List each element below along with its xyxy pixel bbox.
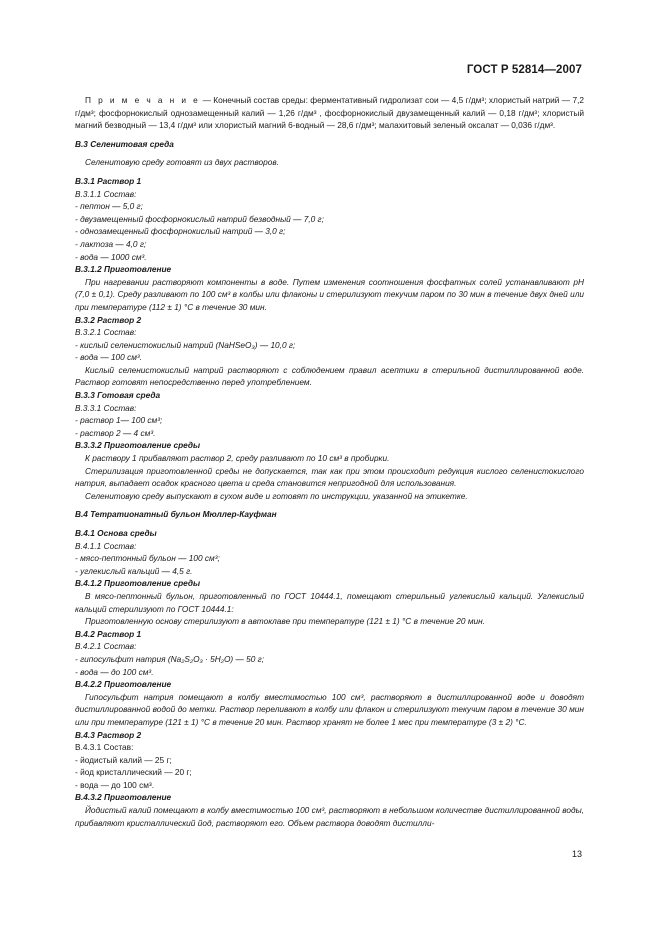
note-label: П р и м е ч а н и е [85,95,201,105]
section-heading: В.4.3.2 Приготовление [75,792,172,803]
text-line: - углекислый кальций — 4,5 г. [75,565,193,576]
text-line: - йод кристаллический — 20 г; [75,767,192,778]
text-line: Приготовленную основу стерилизуют в автоклаве при температуре (121 ± 1) °С в течение 20 мин. [85,616,486,627]
section-heading: В.3 Селенитовая среда [75,138,174,149]
text-line: В мясо-пептонный бульон, приготовленный по ГОСТ 10444.1, помещают стерильный углекислый кальций. Углекислый кальций стерилизуют по ГОСТ 10444.1: [75,590,584,614]
section-heading: В.4.1.2 Приготовление среды [75,578,201,589]
text-line: - вода — 1000 см³. [75,251,147,262]
text-line: - вода — до 100 см³. [75,779,155,790]
section-heading: В.4.2 Раствор 1 [75,628,142,639]
text-line: Гипосульфит натрия помещают в колбу вместимостью 100 см³, растворяют в дистиллированной воде и доводят дистиллированной водой до метки. Раствор переливают в колбу или флакон и стерилизуют текучим паром в течение 30 мин или при температуре (121 ± 1) °С в течение 20 мин. Раствор хранят не более 1 мес при температуре (3 ± 2) °С. [75,691,584,727]
document-id: ГОСТ Р 52814—2007 [466,64,582,76]
text-line: В.3.3.1 Состав: [75,402,137,413]
text-line: - вода — 100 см³. [75,352,142,363]
text-line: - двузамещенный фосфорнокислый натрий безводный — 7,0 г; [75,213,324,224]
text-line: Кислый селенистокислый натрий растворяют с соблюдением правил асептики в стерильной дистиллированной воде. Раствор готовят непосредственно перед употреблением. [75,364,584,388]
text-line: - пептон — 5,0 г; [75,201,143,212]
text-line: - раствор 2 — 4 см³. [75,427,156,438]
text-line: - раствор 1— 100 см³; [75,415,163,426]
text-line: В.4.2.1 Состав: [75,641,137,652]
page-number: 13 [571,849,582,859]
section-heading: В.3.1 Раствор 1 [75,175,142,186]
section-heading: В.3.3.2 Приготовление среды [75,440,201,451]
text-line: - гипосульфит натрия (Na₂S₂O₃ · 5H₂O) — 50 г; [75,653,265,664]
note-paragraph [75,94,584,132]
text-line: Йодистый калий помещают в колбу вместимостью 100 см³, растворяют в небольшом количестве дистиллированной воды, прибавляют кристаллический йод, растворяют его. Объем раствора доводят дистилли- [75,805,584,828]
text-line: - вода — до 100 см³. [75,666,154,677]
text-line: Селенитовую среду выпускают в сухом виде и готовят по инструкции, указанной на этикетке. [85,490,468,501]
note-text: — Конечный состав среды: ферментативный гидролизат сои — 4,5 г/дм³; хлористый натрий — 7,2 г/дм³; фосфорнокислый однозамещенный калий — 1,26 г/дм³ , фосфорнокислый двузамещенный калий — 0,18 г/дм³; хлористый магний безводный — 13,4 г/дм³ или хлористый магний 6-водный — 28,6 г/дм³; малахитовый зеленый оксалат — 0,036 г/дм³. [75,95,584,131]
section-heading: В.3.1.2 Приготовление [75,264,172,275]
text-line: В.3.1.1 Состав: [75,188,137,199]
section-heading: В.3.2 Раствор 2 [75,314,142,325]
section-heading: В.4 Тетратионатный бульон Мюллер-Кауфман [75,509,277,520]
text-line: - йодистый калий — 25 г; [75,754,172,765]
text-line: - лактоза — 4,0 г; [75,238,147,249]
text-line: - кислый селенистокислый натрий (NaHSeO₃) — 10,0 г; [75,339,296,350]
text-line: В.4.1.1 Состав: [75,540,137,551]
text-line: - мясо-пептонный бульон — 100 см³; [75,553,220,564]
page-content [75,94,584,829]
text-line: Стерилизация приготовленной среды не допускается, так как при этом происходит редукция кислого селенистокислого натрия, выпадает осадок красного цвета и среда становится непригодной для использования. [75,465,584,489]
section-heading: В.3.3 Готовая среда [75,390,161,401]
text-line: В.3.2.1 Состав: [75,327,137,338]
text-line: В.4.3.1 Состав: [75,742,134,753]
section-heading: В.4.3 Раствор 2 [75,729,142,740]
section-heading: В.4.1 Основа среды [75,528,157,538]
text-line: При нагревании растворяют компоненты в воде. Путем изменения соотношения фосфатных солей устанавливают pH (7,0 ± 0,1). Среду разливают по 100 см³ в колбы или флаконы и стерилизуют текучим паром по 30 мин в течение двух дней или при температуре (112 ± 1) °С в течение 30 мин. [75,276,584,312]
text-line: К раствору 1 прибавляют раствор 2, среду разливают по 10 см³ в пробирки. [85,453,390,464]
text-line: Селенитовую среду готовят из двух растворов. [85,157,279,168]
text-line: - однозамещенный фосфорнокислый натрий — 3,0 г; [75,226,286,237]
section-heading: В.4.2.2 Приготовление [75,679,172,690]
